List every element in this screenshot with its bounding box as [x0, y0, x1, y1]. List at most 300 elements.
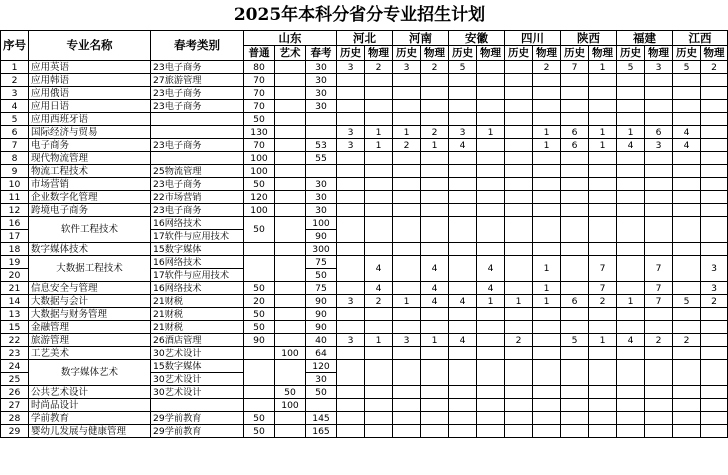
plan-count-cell: 1 — [589, 126, 617, 139]
plan-count-cell: 4 — [365, 282, 393, 295]
spring-category-cell: 23电子商务 — [151, 178, 244, 191]
plan-count-cell: 4 — [477, 256, 505, 282]
plan-count-cell: 7 — [645, 256, 673, 282]
plan-count-cell: 4 — [673, 139, 701, 152]
seq-cell: 28 — [1, 412, 29, 425]
header-track-history: 历史 — [449, 46, 477, 61]
seq-cell: 20 — [1, 269, 29, 282]
plan-count-cell: 2 — [589, 295, 617, 308]
table-row — [1, 178, 728, 191]
plan-count-cell — [645, 412, 673, 425]
spring-count-cell: 120 — [306, 360, 337, 373]
plan-count-cell — [477, 412, 505, 425]
plan-count-cell — [533, 334, 561, 347]
plan-count-cell — [589, 399, 617, 412]
plan-count-cell — [561, 165, 589, 178]
plan-count-cell — [337, 321, 365, 334]
plan-count-cell: 1 — [533, 282, 561, 295]
plan-count-cell — [449, 165, 477, 178]
plan-count-cell: 4 — [365, 256, 393, 282]
plan-count-cell — [449, 360, 477, 386]
plan-count-cell — [645, 178, 673, 191]
plan-count-cell — [701, 425, 728, 438]
plan-count-cell — [617, 386, 645, 399]
header-shandong: 山东 — [244, 31, 337, 46]
art-count-cell — [275, 178, 306, 191]
plan-count-cell — [449, 204, 477, 217]
plan-count-cell — [617, 152, 645, 165]
art-count-cell — [275, 204, 306, 217]
plan-count-cell — [337, 217, 365, 243]
art-count-cell — [275, 282, 306, 295]
plan-count-cell — [561, 113, 589, 126]
spring-category-cell: 23电子商务 — [151, 204, 244, 217]
major-name-cell: 婴幼儿发展与健康管理 — [29, 425, 151, 438]
table-row — [1, 204, 728, 217]
header-regular: 普通 — [244, 46, 275, 61]
table-row — [1, 412, 728, 425]
table-row — [1, 126, 728, 139]
header-track-physics: 物理 — [701, 46, 728, 61]
plan-count-cell — [421, 87, 449, 100]
plan-count-cell — [449, 282, 477, 295]
art-count-cell — [275, 412, 306, 425]
plan-count-cell — [365, 347, 393, 360]
art-count-cell — [275, 295, 306, 308]
spring-count-cell: 100 — [306, 217, 337, 230]
plan-count-cell — [589, 191, 617, 204]
plan-count-cell: 6 — [561, 126, 589, 139]
plan-count-cell — [673, 100, 701, 113]
plan-count-cell: 5 — [561, 334, 589, 347]
plan-count-cell — [505, 100, 533, 113]
plan-count-cell: 7 — [561, 61, 589, 74]
header-province: 河北 — [337, 31, 393, 46]
seq-cell: 27 — [1, 399, 29, 412]
major-name-cell: 应用日语 — [29, 100, 151, 113]
seq-cell: 11 — [1, 191, 29, 204]
plan-count-cell — [533, 347, 561, 360]
plan-count-cell — [645, 152, 673, 165]
plan-count-cell — [393, 87, 421, 100]
plan-count-cell — [505, 113, 533, 126]
spring-category-cell: 15数字媒体 — [151, 243, 244, 256]
table-row — [1, 386, 728, 399]
plan-count-cell — [533, 178, 561, 191]
major-name-cell: 大数据与财务管理 — [29, 308, 151, 321]
plan-count-cell — [533, 386, 561, 399]
plan-count-cell: 3 — [701, 256, 728, 282]
plan-count-cell — [561, 386, 589, 399]
plan-count-cell — [337, 191, 365, 204]
seq-cell: 3 — [1, 87, 29, 100]
spring-category-cell: 29学前教育 — [151, 425, 244, 438]
table-row — [1, 256, 728, 269]
spring-count-cell: 145 — [306, 412, 337, 425]
plan-count-cell: 1 — [365, 126, 393, 139]
plan-count-cell — [421, 204, 449, 217]
spring-count-cell: 55 — [306, 152, 337, 165]
plan-count-cell: 1 — [617, 295, 645, 308]
plan-count-cell — [337, 256, 365, 282]
plan-count-cell — [421, 360, 449, 386]
plan-count-cell: 4 — [421, 256, 449, 282]
plan-count-cell — [421, 243, 449, 256]
plan-count-cell — [645, 74, 673, 87]
plan-count-cell — [393, 321, 421, 334]
spring-category-cell: 21财税 — [151, 308, 244, 321]
plan-count-cell: 1 — [421, 334, 449, 347]
plan-count-cell — [617, 412, 645, 425]
art-count-cell — [275, 126, 306, 139]
plan-count-cell — [589, 74, 617, 87]
plan-count-cell: 4 — [421, 282, 449, 295]
plan-count-cell — [365, 308, 393, 321]
plan-count-cell — [365, 425, 393, 438]
plan-count-cell — [533, 87, 561, 100]
plan-count-cell — [393, 386, 421, 399]
plan-count-cell — [645, 204, 673, 217]
regular-count-cell: 50 — [244, 412, 275, 425]
plan-count-cell — [421, 113, 449, 126]
spring-category-cell: 16网络技术 — [151, 217, 244, 230]
plan-count-cell — [505, 165, 533, 178]
plan-count-cell — [337, 74, 365, 87]
art-count-cell — [275, 152, 306, 165]
plan-count-cell — [365, 178, 393, 191]
plan-count-cell — [533, 74, 561, 87]
major-name-cell: 信息安全与管理 — [29, 282, 151, 295]
plan-count-cell — [365, 74, 393, 87]
seq-cell: 21 — [1, 282, 29, 295]
plan-count-cell — [701, 100, 728, 113]
plan-count-cell — [477, 178, 505, 191]
table-row — [1, 165, 728, 178]
plan-count-cell — [673, 165, 701, 178]
plan-count-cell — [533, 243, 561, 256]
plan-count-cell — [505, 126, 533, 139]
plan-count-cell — [533, 100, 561, 113]
spring-category-cell: 23电子商务 — [151, 139, 244, 152]
seq-cell: 6 — [1, 126, 29, 139]
plan-count-cell — [477, 165, 505, 178]
plan-count-cell — [337, 152, 365, 165]
spring-count-cell — [306, 113, 337, 126]
plan-count-cell — [505, 87, 533, 100]
art-count-cell — [275, 308, 306, 321]
regular-count-cell: 50 — [244, 113, 275, 126]
plan-count-cell: 5 — [617, 61, 645, 74]
plan-count-cell — [589, 87, 617, 100]
plan-count-cell: 4 — [477, 282, 505, 295]
plan-count-cell — [645, 217, 673, 243]
plan-count-cell — [477, 321, 505, 334]
plan-count-cell — [701, 217, 728, 243]
plan-count-cell: 1 — [533, 295, 561, 308]
spring-category-cell: 16网络技术 — [151, 256, 244, 269]
plan-count-cell — [701, 347, 728, 360]
plan-count-cell — [589, 412, 617, 425]
plan-count-cell — [645, 308, 673, 321]
plan-count-cell: 5 — [673, 295, 701, 308]
plan-count-cell: 7 — [645, 295, 673, 308]
art-count-cell — [275, 87, 306, 100]
plan-count-cell: 3 — [645, 139, 673, 152]
plan-count-cell — [337, 360, 365, 386]
plan-count-cell: 6 — [645, 126, 673, 139]
plan-count-cell: 2 — [365, 61, 393, 74]
spring-count-cell: 90 — [306, 308, 337, 321]
plan-count-cell — [533, 165, 561, 178]
plan-count-cell — [561, 321, 589, 334]
seq-cell: 8 — [1, 152, 29, 165]
seq-cell: 14 — [1, 295, 29, 308]
spring-category-cell: 29学前教育 — [151, 412, 244, 425]
plan-count-cell — [617, 308, 645, 321]
plan-count-cell — [421, 308, 449, 321]
plan-count-cell: 1 — [365, 334, 393, 347]
plan-count-cell — [449, 243, 477, 256]
plan-count-cell — [701, 360, 728, 386]
header-track-physics: 物理 — [421, 46, 449, 61]
table-row — [1, 113, 728, 126]
plan-count-cell — [505, 243, 533, 256]
seq-cell: 19 — [1, 256, 29, 269]
plan-count-cell: 4 — [617, 334, 645, 347]
art-count-cell — [275, 334, 306, 347]
plan-count-cell: 1 — [533, 139, 561, 152]
spring-category-cell: 22市场营销 — [151, 191, 244, 204]
plan-count-cell — [421, 178, 449, 191]
spring-count-cell: 30 — [306, 61, 337, 74]
plan-count-cell — [477, 399, 505, 412]
regular-count-cell: 50 — [244, 282, 275, 295]
plan-count-cell — [617, 360, 645, 386]
plan-count-cell: 2 — [393, 139, 421, 152]
plan-count-cell — [561, 204, 589, 217]
spring-count-cell — [306, 126, 337, 139]
header-track-history: 历史 — [561, 46, 589, 61]
plan-count-cell — [365, 412, 393, 425]
spring-count-cell: 300 — [306, 243, 337, 256]
plan-count-cell — [533, 425, 561, 438]
spring-category-cell: 21财税 — [151, 321, 244, 334]
regular-count-cell: 50 — [244, 178, 275, 191]
plan-count-cell — [589, 308, 617, 321]
table-row — [1, 139, 728, 152]
plan-count-cell — [561, 282, 589, 295]
plan-count-cell — [589, 386, 617, 399]
plan-count-cell — [673, 152, 701, 165]
plan-count-cell — [589, 113, 617, 126]
plan-count-cell — [505, 204, 533, 217]
table-row — [1, 360, 728, 373]
header-province: 河南 — [393, 31, 449, 46]
plan-count-cell — [673, 321, 701, 334]
art-count-cell — [275, 360, 306, 386]
plan-count-cell — [337, 100, 365, 113]
header-province: 陕西 — [561, 31, 617, 46]
plan-count-cell — [337, 87, 365, 100]
spring-category-cell: 23电子商务 — [151, 100, 244, 113]
plan-count-cell — [505, 412, 533, 425]
seq-cell: 23 — [1, 347, 29, 360]
seq-cell: 9 — [1, 165, 29, 178]
header-track-physics: 物理 — [533, 46, 561, 61]
page-title: 2025年本科分省分专业招生计划 — [233, 5, 486, 25]
seq-cell: 5 — [1, 113, 29, 126]
plan-count-cell — [617, 282, 645, 295]
header-major: 专业名称 — [29, 31, 151, 61]
plan-count-cell — [393, 204, 421, 217]
regular-count-cell: 70 — [244, 74, 275, 87]
regular-count-cell: 100 — [244, 204, 275, 217]
plan-count-cell: 2 — [365, 295, 393, 308]
plan-count-cell — [337, 386, 365, 399]
spring-category-cell — [151, 152, 244, 165]
art-count-cell — [275, 243, 306, 256]
plan-count-cell — [477, 204, 505, 217]
plan-count-cell — [505, 347, 533, 360]
plan-count-cell: 7 — [589, 282, 617, 295]
seq-cell: 10 — [1, 178, 29, 191]
plan-count-cell — [617, 100, 645, 113]
plan-count-cell — [393, 308, 421, 321]
header-art: 艺术 — [275, 46, 306, 61]
art-count-cell — [275, 321, 306, 334]
plan-count-cell — [393, 113, 421, 126]
plan-count-cell — [449, 321, 477, 334]
table-row — [1, 61, 728, 74]
plan-count-cell — [589, 165, 617, 178]
plan-count-cell — [645, 347, 673, 360]
plan-count-cell — [449, 152, 477, 165]
plan-count-cell — [477, 360, 505, 386]
plan-count-cell — [505, 256, 533, 282]
header-province: 福建 — [617, 31, 673, 46]
plan-count-cell — [645, 165, 673, 178]
plan-count-cell — [477, 308, 505, 321]
plan-count-cell — [701, 152, 728, 165]
plan-count-cell — [505, 360, 533, 386]
plan-count-cell — [561, 399, 589, 412]
plan-count-cell — [449, 347, 477, 360]
plan-count-cell — [393, 74, 421, 87]
plan-count-cell — [449, 256, 477, 282]
major-name-cell: 应用韩语 — [29, 74, 151, 87]
plan-count-cell — [533, 308, 561, 321]
spring-count-cell: 40 — [306, 334, 337, 347]
plan-count-cell — [645, 113, 673, 126]
regular-count-cell: 120 — [244, 191, 275, 204]
table-row — [1, 191, 728, 204]
plan-count-cell — [393, 217, 421, 243]
plan-count-cell: 2 — [701, 295, 728, 308]
regular-count-cell: 20 — [244, 295, 275, 308]
major-name-cell: 金融管理 — [29, 321, 151, 334]
regular-count-cell — [244, 243, 275, 256]
seq-cell: 18 — [1, 243, 29, 256]
plan-count-cell — [561, 360, 589, 386]
major-name-cell: 应用俄语 — [29, 87, 151, 100]
plan-count-cell — [589, 178, 617, 191]
header-track-history: 历史 — [505, 46, 533, 61]
plan-count-cell — [533, 399, 561, 412]
seq-cell: 17 — [1, 230, 29, 243]
plan-count-cell — [673, 87, 701, 100]
art-count-cell — [275, 256, 306, 282]
plan-count-cell — [533, 360, 561, 386]
plan-count-cell — [393, 100, 421, 113]
plan-count-cell — [421, 74, 449, 87]
major-name-cell: 旅游管理 — [29, 334, 151, 347]
plan-count-cell — [673, 399, 701, 412]
plan-count-cell — [701, 204, 728, 217]
plan-count-cell — [449, 425, 477, 438]
spring-category-cell — [151, 126, 244, 139]
plan-count-cell — [421, 399, 449, 412]
plan-count-cell — [673, 74, 701, 87]
plan-count-cell: 2 — [533, 61, 561, 74]
plan-count-cell — [645, 243, 673, 256]
seq-cell: 13 — [1, 308, 29, 321]
plan-count-cell — [561, 243, 589, 256]
plan-count-cell — [477, 87, 505, 100]
major-name-cell: 大数据与会计 — [29, 295, 151, 308]
plan-count-cell — [701, 321, 728, 334]
seq-cell: 22 — [1, 334, 29, 347]
major-name-cell: 国际经济与贸易 — [29, 126, 151, 139]
plan-count-cell — [505, 217, 533, 243]
plan-count-cell — [477, 386, 505, 399]
spring-count-cell: 75 — [306, 282, 337, 295]
plan-count-cell — [617, 256, 645, 282]
major-name-cell: 工艺美术 — [29, 347, 151, 360]
plan-count-cell — [673, 282, 701, 295]
plan-count-cell — [365, 217, 393, 243]
plan-count-cell — [505, 321, 533, 334]
plan-count-cell — [673, 256, 701, 282]
plan-count-cell — [617, 191, 645, 204]
plan-count-cell — [505, 152, 533, 165]
major-name-cell: 大数据工程技术 — [29, 256, 151, 282]
plan-count-cell — [617, 165, 645, 178]
plan-count-cell — [561, 178, 589, 191]
plan-count-cell: 1 — [589, 139, 617, 152]
plan-count-cell: 6 — [561, 295, 589, 308]
plan-count-cell — [477, 61, 505, 74]
plan-count-cell — [365, 360, 393, 386]
major-name-cell: 学前教育 — [29, 412, 151, 425]
plan-count-cell — [337, 282, 365, 295]
plan-count-cell: 2 — [421, 61, 449, 74]
plan-count-cell — [365, 321, 393, 334]
art-count-cell — [275, 217, 306, 243]
plan-count-cell — [365, 87, 393, 100]
plan-count-cell — [477, 74, 505, 87]
plan-count-cell: 2 — [505, 334, 533, 347]
plan-count-cell — [561, 308, 589, 321]
plan-count-cell — [365, 100, 393, 113]
plan-count-cell — [673, 113, 701, 126]
plan-count-cell — [589, 347, 617, 360]
plan-count-cell — [505, 178, 533, 191]
seq-cell: 7 — [1, 139, 29, 152]
plan-count-cell — [337, 347, 365, 360]
plan-count-cell — [617, 178, 645, 191]
plan-count-cell — [645, 100, 673, 113]
plan-count-cell: 2 — [645, 334, 673, 347]
